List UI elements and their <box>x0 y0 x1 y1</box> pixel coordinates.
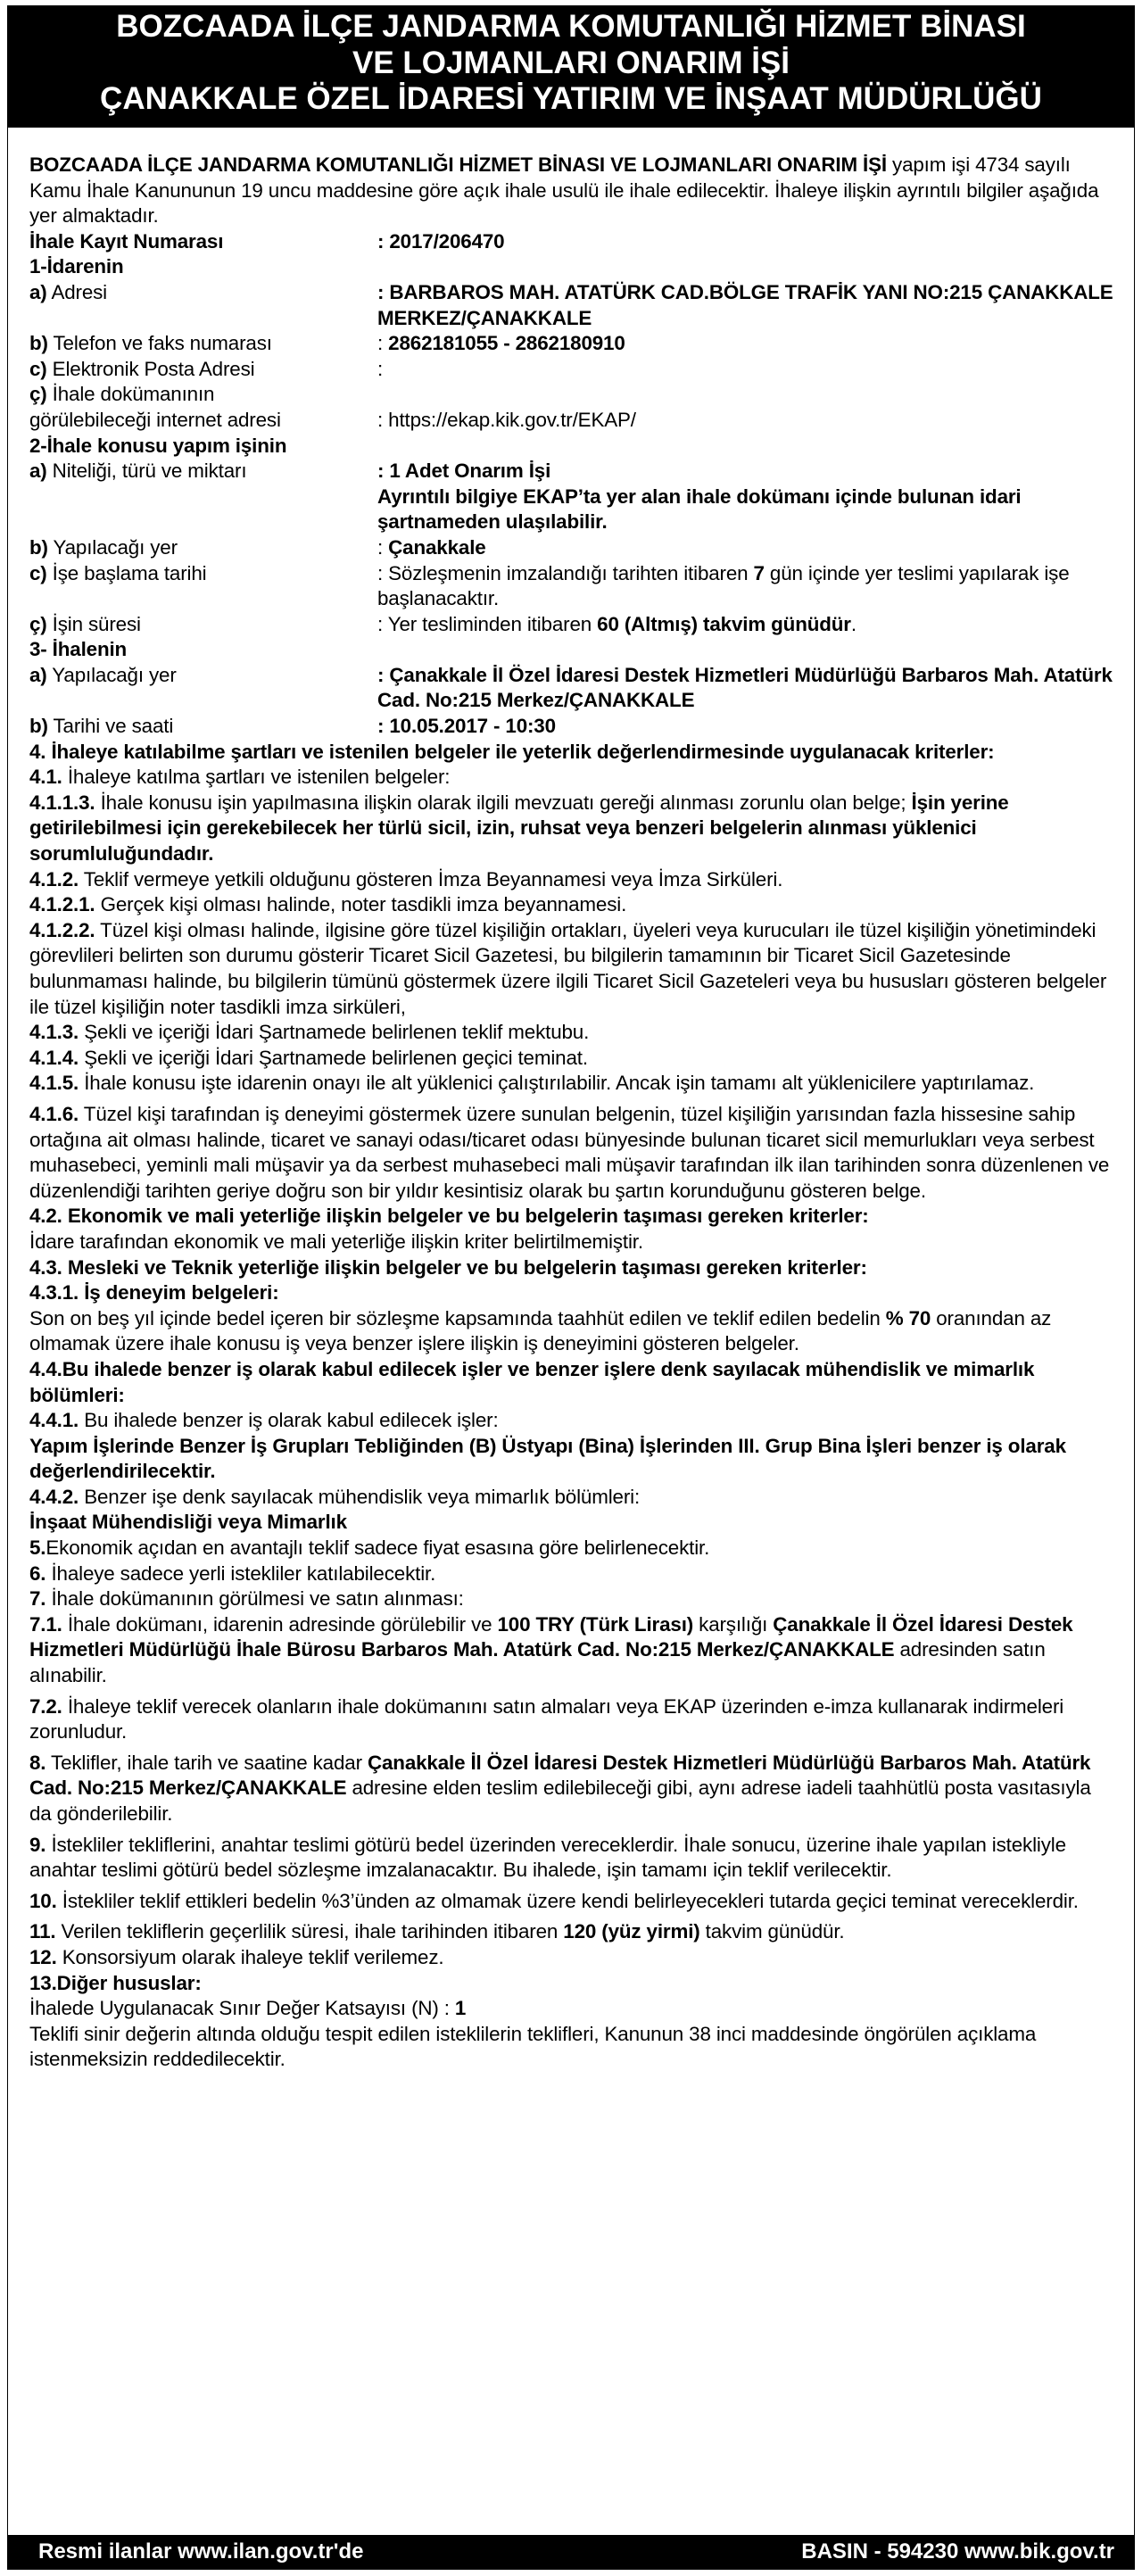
title-line-2: VE LOJMANLARI ONARIM İŞİ <box>352 45 790 80</box>
paragraph-9: 9. İstekliler tekliflerini, anahtar teslimi götürü bedel üzerinden vereceklerdir. İhale sonucu, üzerine ihale yapılan istekliyle anahtar teslimi götürü bedel sözleşme imzalanacaktır. Bu ihalede, işin tamamı için teklif verilecektir. <box>29 1833 1066 1882</box>
paragraph-4-1-6: 4.1.6. Tüzel kişi tarafından iş deneyimi göstermek üzere sunulan belgenin, tüzel kişiliğin yarısından fazla hissesine sahip ortağına ait olması halinde, ticaret ve sanayi odası/ticaret odası bünyesinde bulunan ticaret sicil memurlukları veya serbest muhasebeci, yeminli mali müşavir ya da serbest muhasebeci mali müşavir tarafından ilk ilan tarihinden sonra düzenlenen ve düzenlendiği tarihten geriye doğru son bir yıldır kesintisiz olarak bu şartın korunduğunu gösteren belge. <box>29 1102 1110 1202</box>
footer-bar <box>8 2535 1134 2569</box>
section-3-heading: 3- İhalenin <box>29 638 128 661</box>
title-line-1: BOZCAADA İLÇE JANDARMA KOMUTANLIĞI HİZMET BİNASI <box>116 9 1026 44</box>
paragraph-4-2: 4.2. Ekonomik ve mali yeterliğe ilişkin belgeler ve bu belgelerin taşıması gereken kriterler: İdare tarafından ekonomik ve mali yeterliğe ilişkin kriter belirtilmemiştir. <box>29 1205 869 1253</box>
paragraph-6: 6. İhaleye sadece yerli istekliler katılabilecektir. <box>29 1561 436 1585</box>
paragraph-4-1-3: 4.1.3. Şekli ve içeriği İdari Şartnamede belirlenen teklif mektubu. <box>29 1021 590 1044</box>
ihale-tarih-row: b) Tarihi ve saati : 10.05.2017 - 10:30 <box>29 715 556 738</box>
paragraph-10: 10. İstekliler teklif ettikleri bedelin %3’ünden az olmamak üzere kendi belirleyecekleri tutarda geçici teminat vereceklerdir. <box>29 1889 1079 1912</box>
document-body <box>29 153 1118 2073</box>
paragraph-4-1-2-1: 4.1.2.1. Gerçek kişi olması halinde, noter tasdikli imza beyannamesi. <box>29 893 627 916</box>
paragraph-4-3: 4.3. Mesleki ve Teknik yeterliğe ilişkin belgeler ve bu belgelerin taşıması gereken kriterler: <box>29 1255 867 1279</box>
paragraph-13-sinir: Teklifi sinir değerin altında olduğu tespit edilen isteklilerin teklifleri, Kanunun 38 inci maddesinde öngörülen açıklama istenmeksizin reddedilecektir. <box>29 2022 1037 2071</box>
is-sure-row: ç) İşin süresi : Yer tesliminden itibaren 60 (Altmış) takvim günüdür. <box>29 612 856 635</box>
section-2-heading: 2-İhale konusu yapım işinin <box>29 434 287 457</box>
paragraph-8: 8. Teklifler, ihale tarih ve saatine kadar Çanakkale İl Özel İdaresi Destek Hizmetleri Müdürlüğü Barbaros Mah. Atatürk Cad. No:215 Merkez/ÇANAKKALE adresine elden teslim edilebileceği gibi, aynı adrese iadeli taahhütlü posta vasıtasıyla da gönderilebilir. <box>29 1751 1091 1825</box>
paragraph-7: 7. İhale dokümanının görülmesi ve satın alınması: <box>29 1587 464 1611</box>
paragraph-12: 12. Konsorsiyum olarak ihaleye teklif verilemez. <box>29 1945 444 1968</box>
paragraph-4-4: 4.4.Bu ihalede benzer iş olarak kabul edilecek işler ve benzer işlere denk sayılacak mühendislik ve mimarlık bölümleri: <box>29 1357 1035 1406</box>
paragraph-7-2: 7.2. İhaleye teklif verecek olanların ihale dokümanını satın almaları veya EKAP üzerinden e-imza kullanarak indirmeleri zorunludur. <box>29 1694 1064 1744</box>
kayit-row: İhale Kayıt Numarası : 2017/206470 <box>29 229 505 253</box>
ihale-yer-row: a) Yapılacağı yer : Çanakkale İl Özel İdaresi Destek Hizmetleri Müdürlüğü Barbaros Mah. Atatürk Cad. No:215 Merkez/ÇANAKKALE <box>29 663 1113 712</box>
section-4-heading: 4. İhaleye katılabilme şartları ve istenilen belgeler ile yeterlik değerlendirmesinde uygulanacak kriterler: <box>29 740 995 763</box>
paragraph-11: 11. Verilen tekliflerin geçerlilik süresi, ihale tarihinden itibaren 120 (yüz yirmi) takvim günüdür. <box>29 1920 845 1943</box>
paragraph-4-4-1: 4.4.1. Bu ihalede benzer iş olarak kabul edilecek işler: Yapım İşlerinde Benzer İş Grupları Tebliğinden (B) Üstyapı (Bina) İşlerinden III. Grup Bina İşleri benzer iş olarak değerlendirilecektir. <box>29 1409 1066 1483</box>
paragraph-13-katsayi: İhalede Uygulanacak Sınır Değer Katsayısı (N) : 1 <box>29 1997 467 2020</box>
paragraph-4-4-2: 4.4.2. Benzer işe denk sayılacak mühendislik veya mimarlık bölümleri: İnşaat Mühendisliği veya Mimarlık <box>29 1485 641 1534</box>
section-13-heading: 13.Diğer hususlar: <box>29 1971 202 1994</box>
announcement-document <box>7 5 1135 2570</box>
paragraph-4-3-1: 4.3.1. İş deneyim belgeleri: Son on beş yıl içinde bedel içeren bir sözleşme kapsamında taahhüt edilen ve teklif edilen bedelin % 70 oranından az olmamak üzere ihale konusu iş veya benzer işlere ilişkin iş deneyimini gösteren belgeler. <box>29 1281 1052 1355</box>
idare-telefon-row: b) Telefon ve faks numarası : 2862181055 - 2862180910 <box>29 332 625 355</box>
idare-eposta-row: c) Elektronik Posta Adresi : <box>29 357 384 380</box>
is-yer-row: b) Yapılacağı yer : Çanakkale <box>29 535 486 559</box>
paragraph-4-1-1-3: 4.1.1.3. İhale konusu işin yapılmasına ilişkin olarak ilgili mevzuatı gereği alınması zorunlu olan belge; İşin yerine getirilebilmesi için gerekebilecek her türlü sicil, izin, ruhsat veya benzeri belgelerin alınması yüklenici sorumluluğundadır. <box>29 791 1009 866</box>
paragraph-5: 5.Ekonomik açıdan en avantajlı teklif sadece fiyat esasına göre belirlenecektir. <box>29 1536 710 1560</box>
idare-dokuman-row: ç) İhale dokümanının <box>29 383 215 406</box>
document-title-banner <box>8 6 1134 128</box>
paragraph-4-1-2-2: 4.1.2.2. Tüzel kişi olması halinde, ilgisine göre tüzel kişiliğin ortakları, üyeleri veya kurucuları ile tüzel kişiliğin yönetimindeki görevlileri belirten son durumu gösterir Ticaret Sicil Gazetesi, bu bilgilerin tamamının bir Ticaret Sicil Gazetesinde bulunmaması halinde, bu bilgilerin tümünü göstermek üzere ilgili Ticaret Sicil Gazeteleri veya bu hususları gösteren belgeler ile tüzel kişiliğin noter tasdikli imza sirküleri, <box>29 918 1107 1018</box>
paragraph-7-1: 7.1. İhale dokümanı, idarenin adresinde görülebilir ve 100 TRY (Türk Lirası) karşılığı Çanakkale İl Özel İdaresi Destek Hizmetleri Müdürlüğü İhale Bürosu Barbaros Mah. Atatürk Cad. No:215 Merkez/ÇANAKKALE adresinden satın alınabilir. <box>29 1612 1073 1687</box>
idare-internet-row: görülebileceği internet adresi : https://ekap.kik.gov.tr/EKAP/ <box>29 408 636 431</box>
paragraph-4-1-2: 4.1.2. Teklif vermeye yetkili olduğunu gösteren İmza Beyannamesi veya İmza Sirküleri. <box>29 867 783 890</box>
is-baslama-row: c) İşe başlama tarihi : Sözleşmenin imzalandığı tarihten itibaren 7 gün içinde yer teslimi yapılarak işe başlanacaktır. <box>29 561 1070 610</box>
title-line-3: ÇANAKKALE ÖZEL İDARESİ YATIRIM VE İNŞAAT MÜDÜRLÜĞÜ <box>100 81 1042 117</box>
idare-adres-row: a) Adresi : BARBAROS MAH. ATATÜRK CAD.BÖLGE TRAFİK YANI NO:215 ÇANAKKALE MERKEZ/ÇANAKKALE <box>29 280 1113 329</box>
paragraph-4-1-4: 4.1.4. Şekli ve içeriği İdari Şartnamede belirlenen geçici teminat. <box>29 1046 588 1069</box>
footer-left-text: Resmi ilanlar www.ilan.gov.tr'de <box>38 2539 364 2564</box>
paragraph-4-1-5: 4.1.5. İhale konusu işte idarenin onayı ile alt yüklenici çalıştırılabilir. Ancak işin tamamı alt yüklenicilere yaptırılamaz. <box>29 1072 1035 1095</box>
intro-paragraph: BOZCAADA İLÇE JANDARMA KOMUTANLIĞI HİZMET BİNASI VE LOJMANLARI ONARIM İŞİ yapım işi 4734 sayılı Kamu İhale Kanununun 19 uncu maddesine göre açık ihale usulü ile ihale edilecektir. İhaleye ilişkin ayrıntılı bilgiler aşağıda yer almaktadır. <box>29 153 1099 228</box>
is-nitelik-row: a) Niteliği, türü ve miktarı : 1 Adet Onarım İşi Ayrıntılı bilgiye EKAP’ta yer alan ihale dokümanı içinde bulunan idari şartnameden ulaşılabilir. <box>29 460 1022 534</box>
footer-right-text: BASIN - 594230 www.bik.gov.tr <box>801 2539 1114 2564</box>
paragraph-4-1: 4.1. İhaleye katılma şartları ve istenilen belgeler: <box>29 766 451 789</box>
section-1-heading: 1-İdarenin <box>29 255 124 278</box>
